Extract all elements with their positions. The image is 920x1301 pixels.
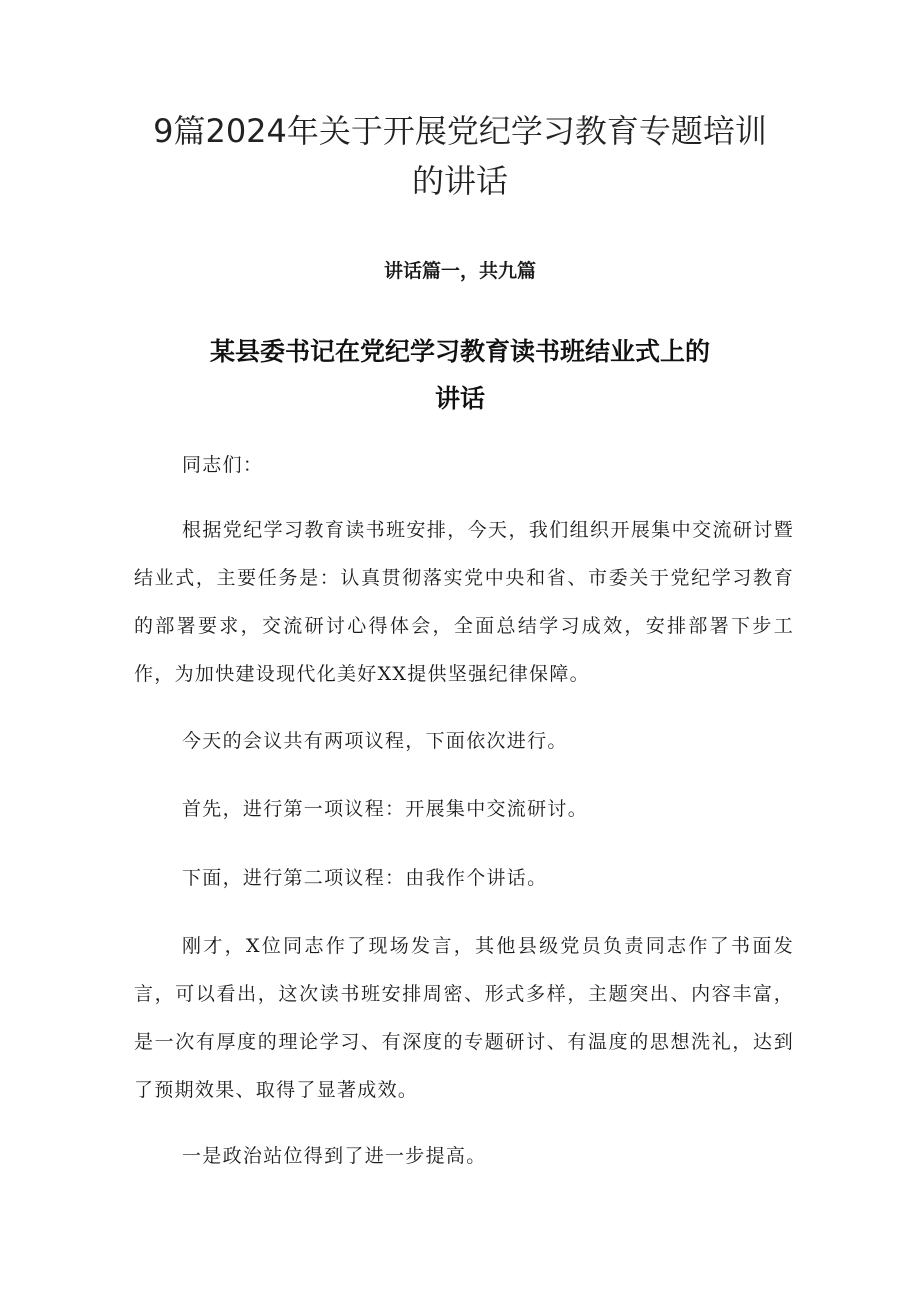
- paragraph: 今天的会议共有两项议程，下面依次进行。: [182, 730, 568, 752]
- paragraph: 首先，进行第一项议程：开展集中交流研讨。: [182, 798, 589, 820]
- speech-title: 某县委书记在党纪学习教育读书班结业式上的讲话: [209, 337, 710, 413]
- paragraph: 刚才，X位同志作了现场发言，其他县级党员负责同志作了书面发言，可以看出，这次读书班安排周密、形式多样，主题突出、内容丰富，是一次有厚度的理论学习、有深度的专题研讨、有温度的思想洗礼，达到了预期效果、取得了显著成效。: [134, 935, 794, 1101]
- paragraph: 下面，进行第二项议程：由我作个讲话。: [182, 867, 548, 889]
- paragraph: 根据党纪学习教育读书班安排，今天，我们组织开展集中交流研讨暨结业式，主要任务是：认真贯彻落实党中央和省、市委关于党纪学习教育的部署要求，交流研讨心得体会，全面总结学习成效，安排部署下步工作，为加快建设现代化美好XX提供坚强纪律保障。: [134, 519, 794, 685]
- document-title: 9篇2024年关于开展党纪学习教育专题培训的讲话: [153, 112, 767, 200]
- section-label: 讲话篇一，共九篇: [383, 260, 536, 282]
- paragraph: 一是政治站位得到了进一步提高。: [182, 1145, 487, 1167]
- salutation: 同志们：: [182, 454, 264, 476]
